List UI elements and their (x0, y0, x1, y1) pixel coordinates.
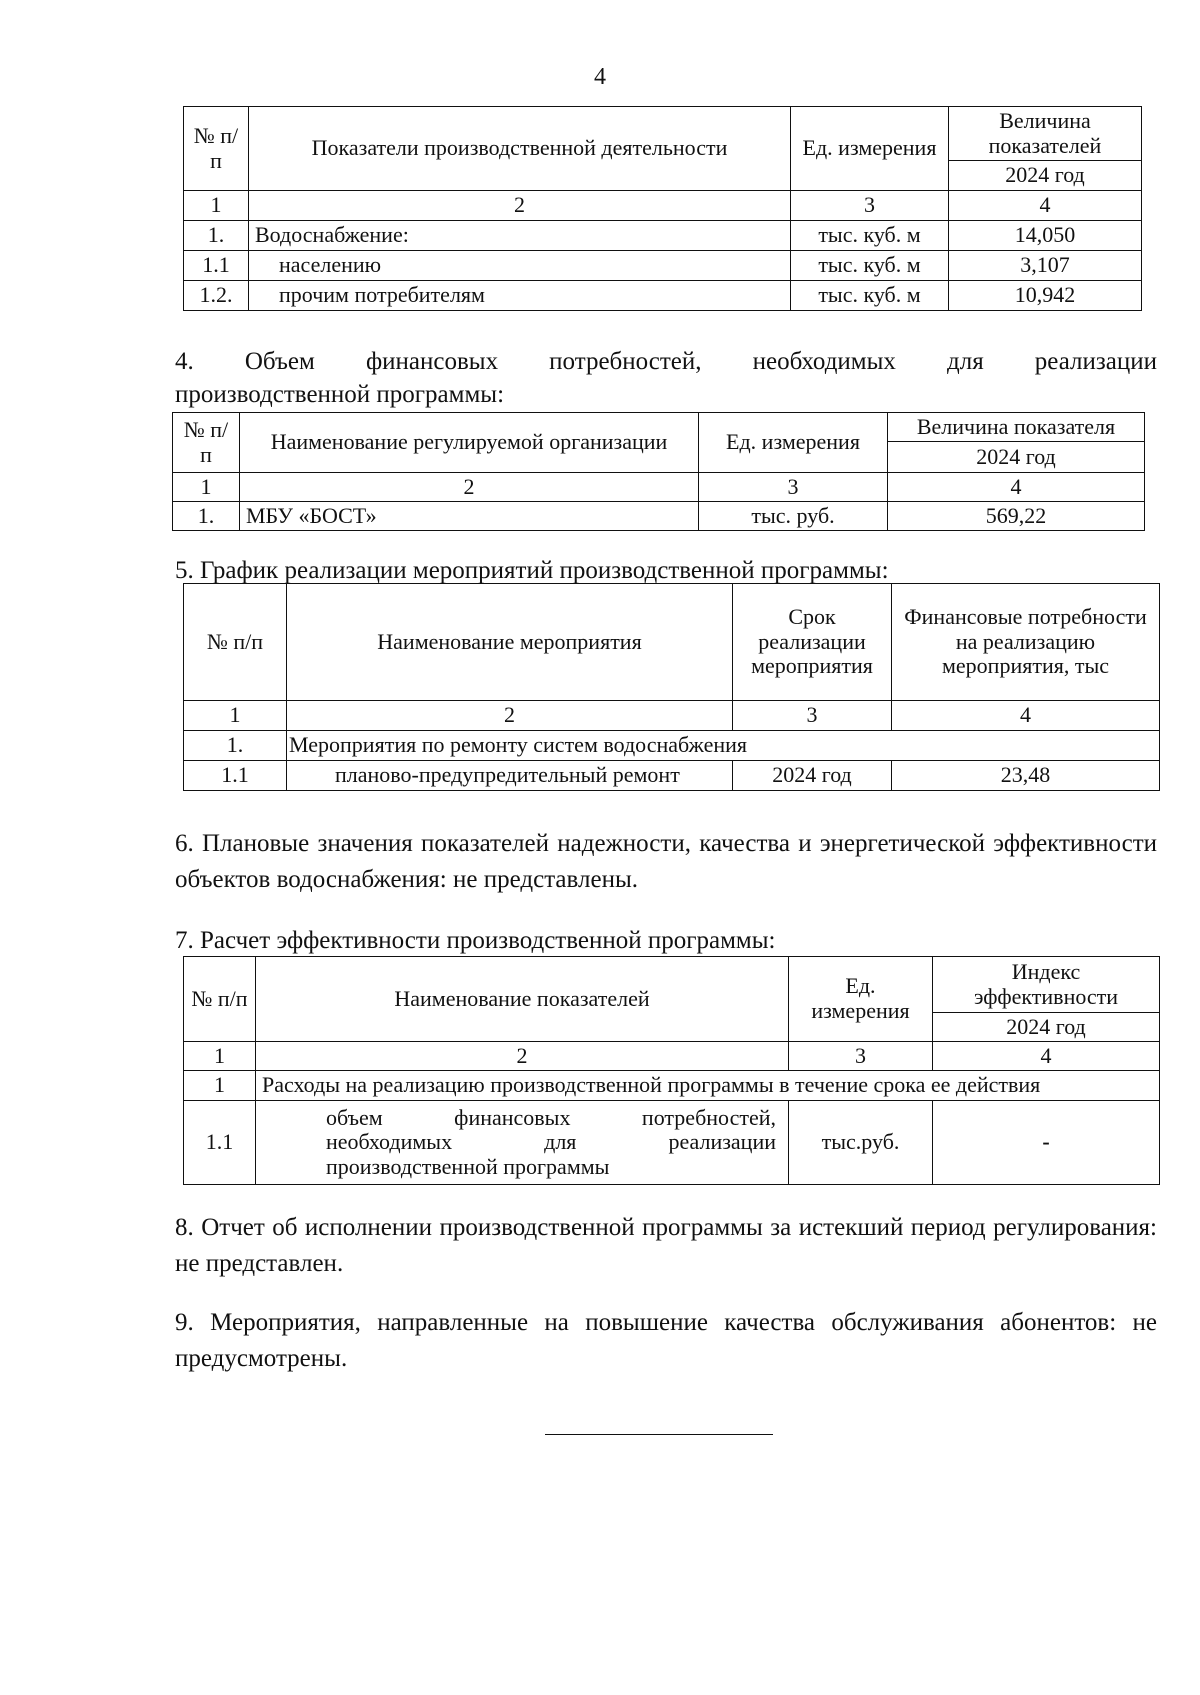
production-indicators-table (183, 106, 1142, 311)
table-row (184, 251, 1142, 281)
col-number: 4 (888, 473, 1145, 502)
row-name: прочим потребителям (249, 281, 791, 311)
page-number: 4 (594, 64, 606, 90)
col-number: 1 (184, 701, 287, 731)
group-row (184, 1071, 1160, 1101)
header-value: Величина показателей (949, 107, 1142, 161)
col-number: 4 (949, 191, 1142, 221)
group-num: 1. (184, 731, 287, 761)
section-4-heading: 4. Объем финансовых потребностей, необходимых для реализации производственной программы: (175, 348, 1157, 408)
section-5-heading: 5. График реализации мероприятий производственной программы: (175, 557, 889, 584)
row-value: 569,22 (888, 502, 1145, 531)
group-name: Мероприятия по ремонту систем водоснабжения (287, 731, 1160, 761)
column-numbers-row (184, 1042, 1160, 1071)
header-year: 2024 год (949, 161, 1142, 191)
efficiency-table (183, 956, 1160, 1185)
section-8-text: 8. Отчет об исполнении производственной программы за истекший период регулирования: не представлен. (175, 1214, 1157, 1277)
col-number: 3 (789, 1042, 933, 1071)
col-number: 2 (249, 191, 791, 221)
row-name: населению (249, 251, 791, 281)
row-term: 2024 год (733, 761, 892, 791)
group-name: Расходы на реализацию производственной программы в течение срока ее действия (256, 1071, 1160, 1101)
col-number: 2 (256, 1042, 789, 1071)
header-year: 2024 год (888, 442, 1145, 473)
row-unit: тыс. куб. м (791, 281, 949, 311)
col-number: 1 (173, 473, 240, 502)
table-row (184, 761, 1160, 791)
row-unit: тыс. куб. м (791, 221, 949, 251)
header-unit: Ед. измерения (789, 957, 933, 1042)
header-indicators: Показатели производственной деятельности (249, 107, 791, 191)
col-number: 1 (184, 191, 249, 221)
table-row (184, 221, 1142, 251)
row-value: - (933, 1101, 1160, 1185)
table-row (184, 1101, 1160, 1185)
header-num: № п/п (173, 413, 240, 473)
table-row (184, 281, 1142, 311)
header-num: № п/п (184, 107, 249, 191)
header-num: № п/п (184, 584, 287, 701)
header-index: Индекс эффективности (933, 957, 1160, 1013)
col-number: 4 (892, 701, 1160, 731)
header-indicators: Наименование показателей (256, 957, 789, 1042)
row-value: 10,942 (949, 281, 1142, 311)
header-unit: Ед. измерения (791, 107, 949, 191)
row-finance: 23,48 (892, 761, 1160, 791)
row-name: МБУ «БОСТ» (240, 502, 699, 531)
row-num: 1.1 (184, 761, 287, 791)
header-value: Величина показателя (888, 413, 1145, 442)
section-6-text: 6. Плановые значения показателей надежности, качества и энергетической эффективности объектов водоснабжения: не представлены. (175, 830, 1157, 893)
col-number: 4 (933, 1042, 1160, 1071)
financial-needs-table (172, 412, 1145, 531)
row-value: 14,050 (949, 221, 1142, 251)
row-name: планово-предупредительный ремонт (287, 761, 733, 791)
col-number: 2 (240, 473, 699, 502)
schedule-table (183, 583, 1160, 791)
row-num: 1. (173, 502, 240, 531)
row-value: 3,107 (949, 251, 1142, 281)
col-number: 2 (287, 701, 733, 731)
column-numbers-row (173, 473, 1145, 502)
row-unit: тыс. руб. (699, 502, 888, 531)
end-separator-line (545, 1434, 773, 1435)
row-num: 1.1 (184, 251, 249, 281)
row-name: объем финансовых потребностей, необходимых для реализации производственной программы (256, 1101, 789, 1185)
header-finance: Финансовые потребности на реализацию мероприятия, тыс (892, 584, 1160, 701)
group-row (184, 731, 1160, 761)
section-9-text: 9. Мероприятия, направленные на повышение качества обслуживания абонентов: не предусмотрены. (175, 1309, 1157, 1372)
row-num: 1.2. (184, 281, 249, 311)
header-year: 2024 год (933, 1013, 1160, 1042)
col-number: 3 (791, 191, 949, 221)
section-7-heading: 7. Расчет эффективности производственной программы: (175, 927, 776, 954)
row-unit: тыс.руб. (789, 1101, 933, 1185)
row-num: 1.1 (184, 1101, 256, 1185)
column-numbers-row (184, 191, 1142, 221)
column-numbers-row (184, 701, 1160, 731)
header-unit: Ед. измерения (699, 413, 888, 473)
row-name: Водоснабжение: (249, 221, 791, 251)
header-num: № п/п (184, 957, 256, 1042)
col-number: 3 (733, 701, 892, 731)
col-number: 3 (699, 473, 888, 502)
row-num: 1. (184, 221, 249, 251)
row-unit: тыс. куб. м (791, 251, 949, 281)
header-term: Срок реализации мероприятия (733, 584, 892, 701)
header-organization: Наименование регулируемой организации (240, 413, 699, 473)
col-number: 1 (184, 1042, 256, 1071)
group-num: 1 (184, 1071, 256, 1101)
header-activity: Наименование мероприятия (287, 584, 733, 701)
table-row (173, 502, 1145, 531)
